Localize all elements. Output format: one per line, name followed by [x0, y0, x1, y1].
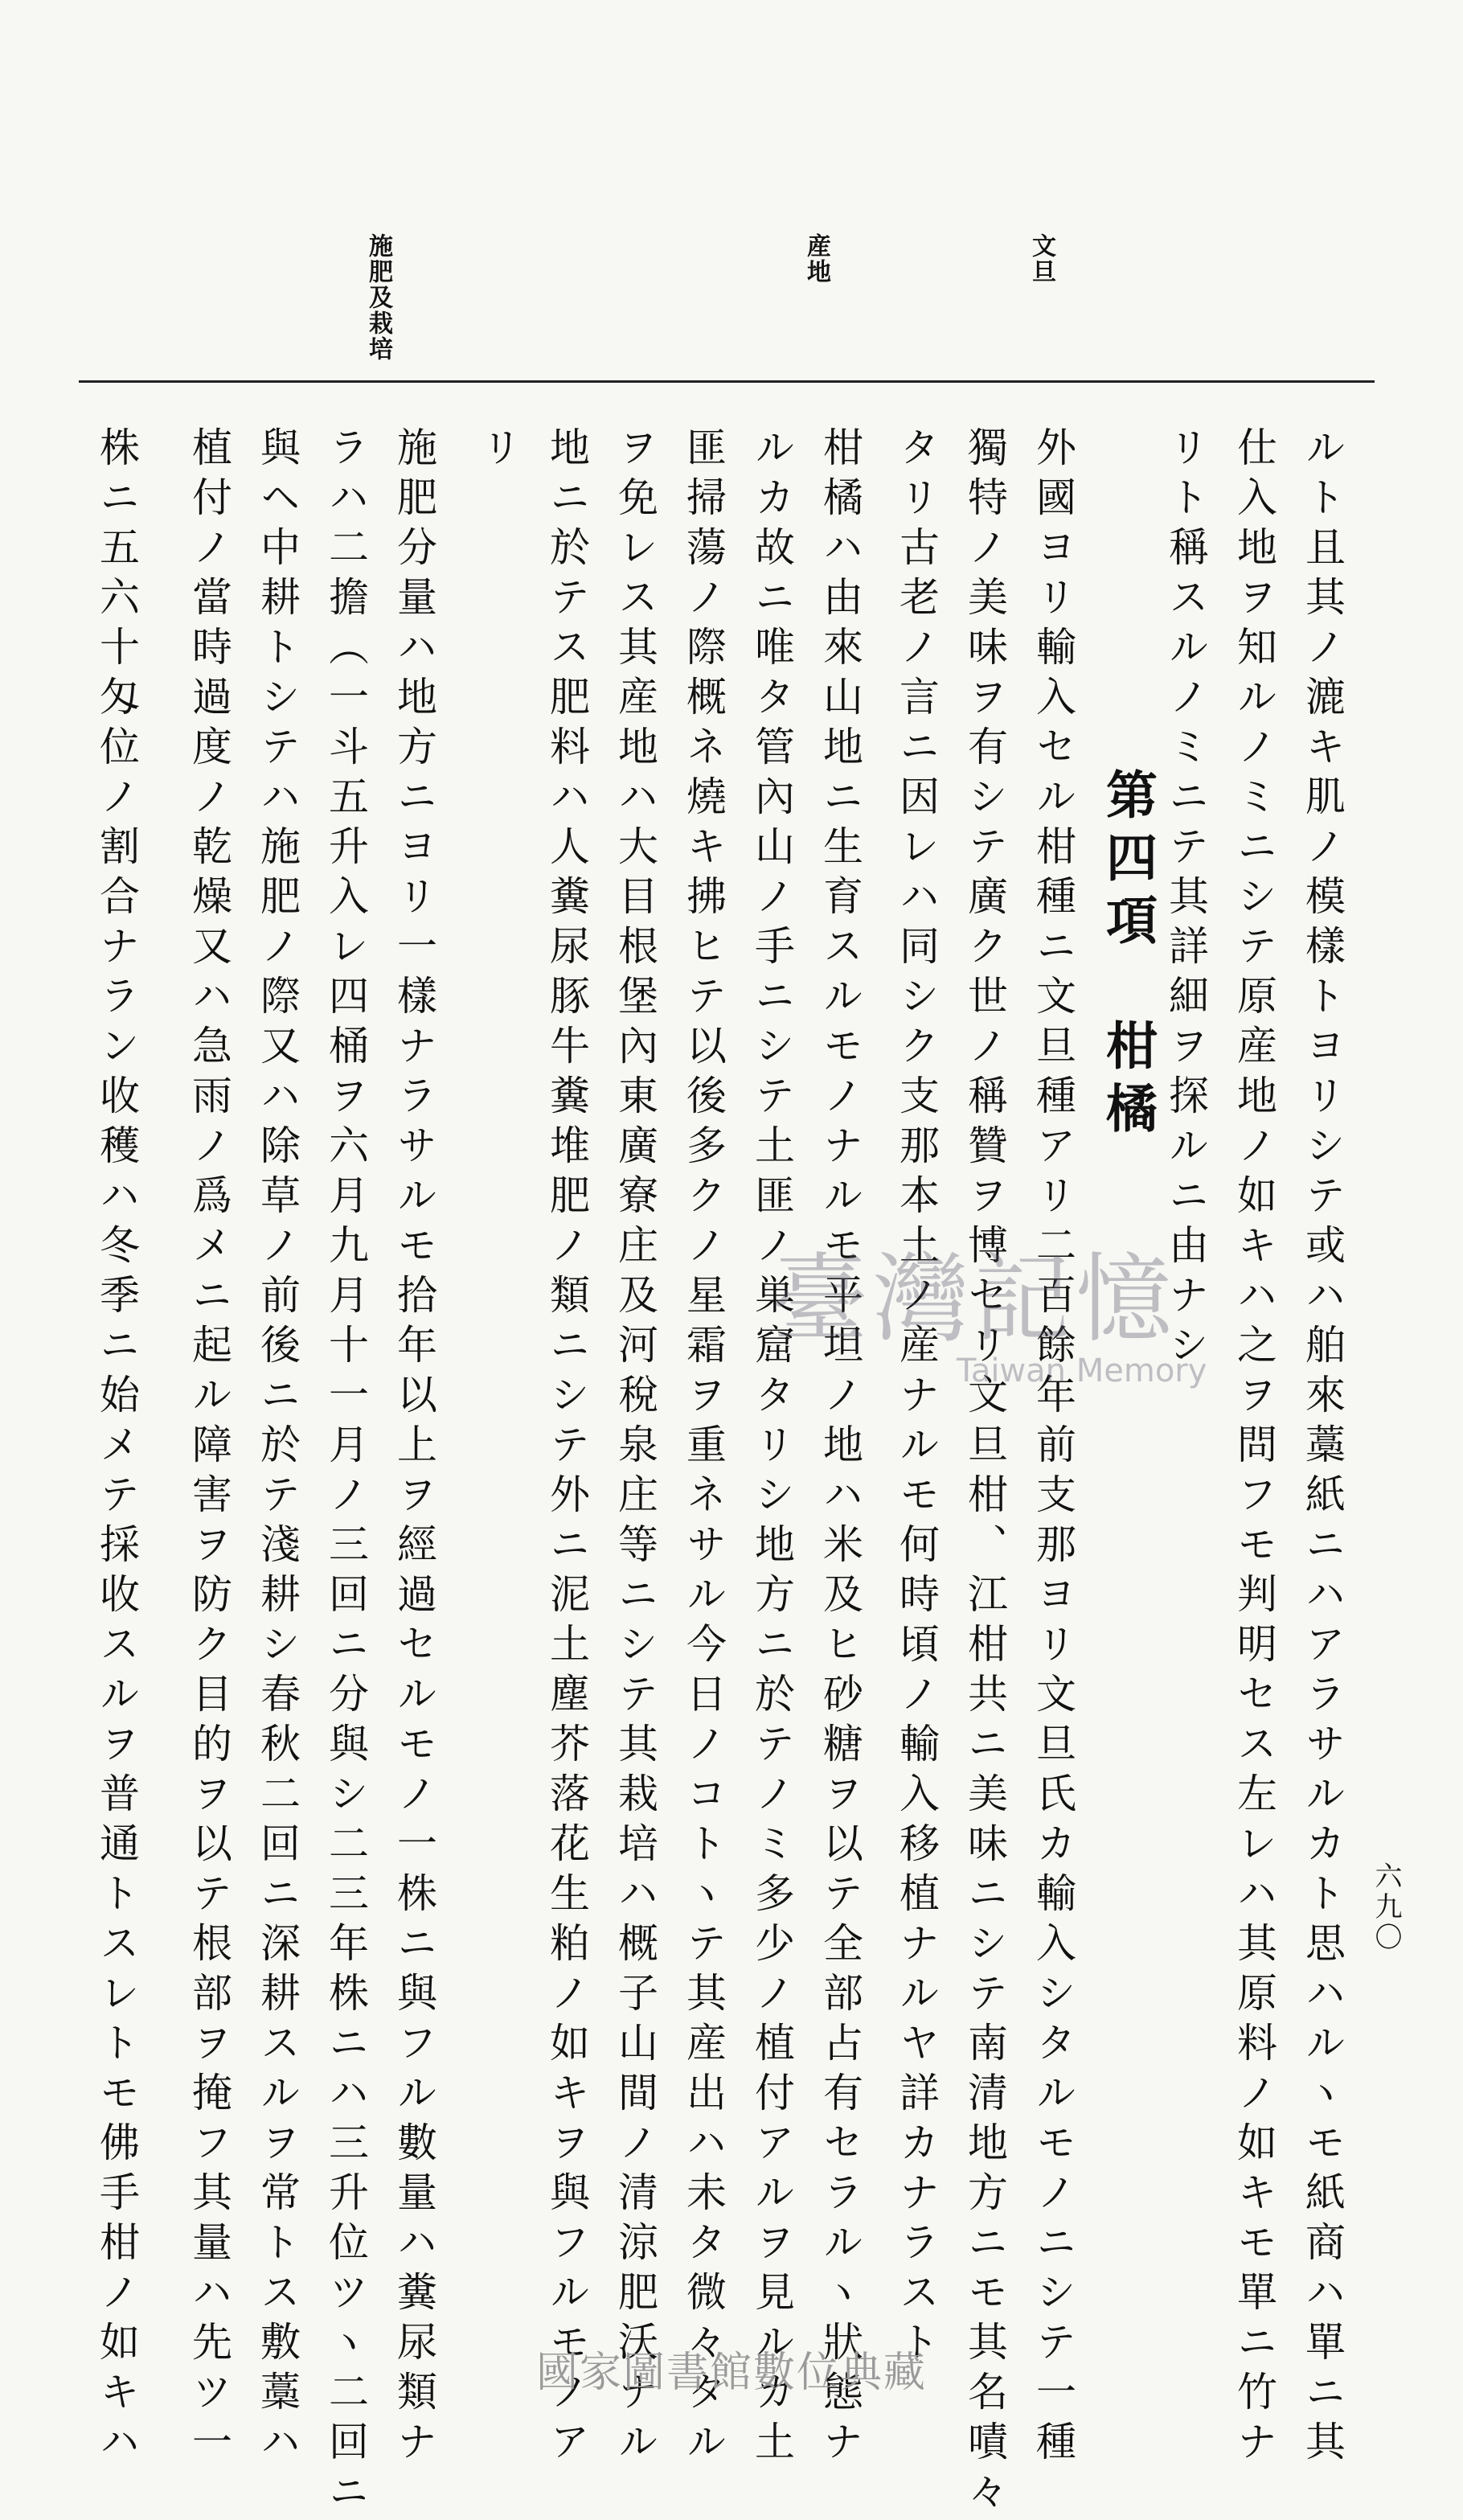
text-column: 施肥分量ハ地方ニヨリ一樣ナラサルモ拾年以上ヲ經過セルモノ一株ニ與フル數量ハ糞尿類ナ	[391, 426, 437, 2470]
margin-note-sanchi: 産地	[802, 233, 830, 285]
watermark-subtitle: Taiwan Memory	[957, 1352, 1207, 1389]
margin-note-sehi: 施肥及栽培	[364, 233, 392, 362]
margin-note-bunkan: 文旦	[1027, 233, 1055, 285]
text-column: ラハ二擔（一斗五升入レ四桶ヲ六月九月十一月ノ三回ニ分與シ二三年株ニハ三升位ツヽ二回ニ	[322, 426, 369, 2520]
section-heading: 第四項 柑橘	[1097, 768, 1158, 1144]
text-column: 柑橘ハ由來山地ニ生育スルモノナルモ平坦ノ地ハ米及ヒ砂糖ヲ以テ全部占有セラルヽ狀態ナ	[817, 426, 863, 2470]
footer-credit: 國家圖書館數位典藏	[535, 2349, 927, 2397]
text-column: 匪掃蕩ノ際概ネ燒キ拂ヒテ以後多クノ星霜ヲ重ネサル今日ノコトヽテ其産出ハ未タ微々タル	[680, 426, 727, 2470]
text-column: 與ヘ中耕トシテハ施肥ノ際又ハ除草ノ前後ニ於テ淺耕シ春秋二回ニ深耕スルヲ常トス敷藁ハ	[254, 426, 301, 2470]
header-rule	[79, 380, 1375, 383]
text-column: 獨特ノ美味ヲ有シテ廣ク世ノ稱贊ヲ博セリ文旦柑、江柑共ニ美味ニシテ南清地方ニモ其名嘖々	[961, 426, 1008, 2520]
text-column: リ	[475, 426, 522, 476]
text-column: ルカ故ニ唯タ管內山ノ手ニシテ土匪ノ巣窟タリシ地方ニ於テノミ多少ノ植付アルヲ見ルカ土	[748, 426, 795, 2470]
text-column: ルト且其ノ漉キ肌ノ模樣トヨリシテ或ハ舶來藁紙ニハアラサルカト思ハルヽモ紙商ハ單ニ其	[1299, 426, 1346, 2470]
text-column: 外國ヨリ輸入セル柑種ニ文旦種アリ二百餘年前支那ヨリ文旦氏カ輸入シタルモノニシテ一種	[1030, 426, 1076, 2470]
text-column: タリ古老ノ言ニ因レハ同シク支那本土ノ産ナルモ何時頃ノ輸入移植ナルヤ詳カナラスト	[893, 426, 940, 2370]
text-column: ヲ免レス其産地ハ大目根堡內東廣寮庄及河稅泉庄等ニシテ其栽培ハ概子山間ノ清涼肥沃ナル	[612, 426, 658, 2470]
text-column: 植付ノ當時過度ノ乾燥又ハ急雨ノ爲メニ起ル障害ヲ防ク目的ヲ以テ根部ヲ掩フ其量ハ先ツ一	[186, 426, 232, 2470]
watermark-logo-text: 臺灣記憶	[772, 1244, 1177, 1356]
text-column: リト稱スルノミニテ其詳細ヲ探ルニ由ナシ	[1162, 426, 1209, 1373]
page-number: 六九〇	[1370, 1861, 1402, 1953]
text-column: 地ニ於テス肥料ハ人糞尿豚牛糞堆肥ノ類ニシテ外ニ泥土塵芥落花生粕ノ如キヲ與フルモノア	[543, 426, 590, 2470]
text-column: 株ニ五六十匁位ノ割合ナラン收穫ハ冬季ニ始メテ採收スルヲ普通トスレトモ佛手柑ノ如キハ	[93, 426, 140, 2470]
text-column: 仕入地ヲ知ルノミニシテ原産地ノ如キハ之ヲ問フモ判明セス左レハ其原料ノ如キモ單ニ竹ナ	[1231, 426, 1277, 2470]
